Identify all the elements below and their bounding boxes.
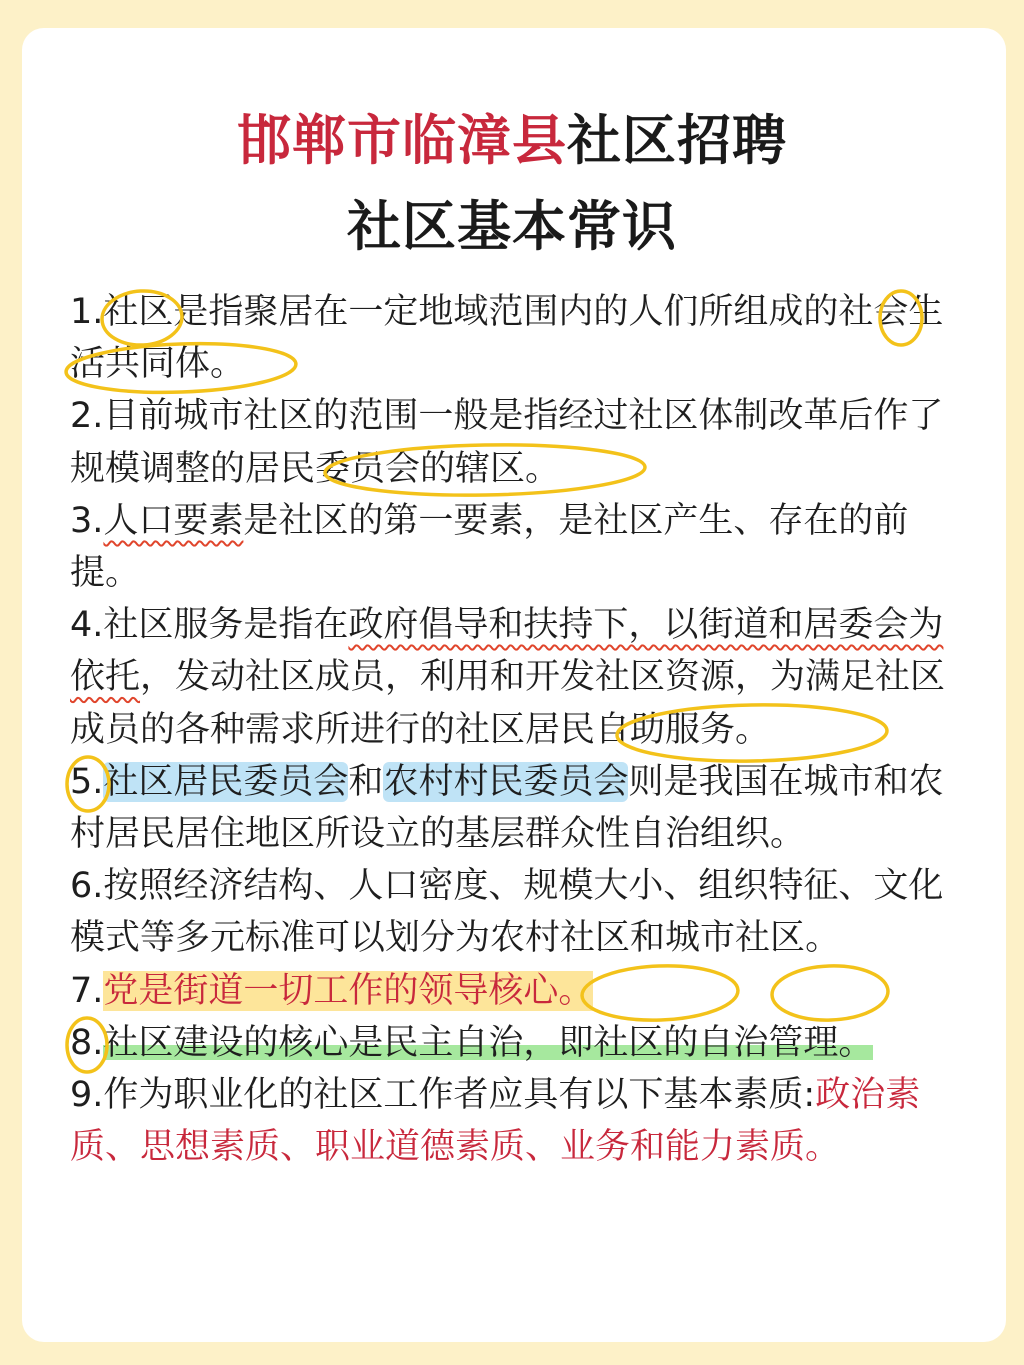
highlighted-term: 社区居民委员会 [103, 761, 349, 802]
circled-term: 居民委员会的辖区 [245, 448, 526, 489]
page-subtitle: 社区基本常识 [347, 195, 677, 258]
list-item-4: 4.社区服务是指在政府倡导和扶持下，以街道和居委会为依托，发动社区成员，利用和开发社区资源，为满足社区成员的各种需求所进行的社区居民自助服务。 [70, 605, 946, 750]
list-item-3: 3.人口要素是社区的第一要素，是社区产生、存在的前提。 [70, 500, 909, 594]
title-location: 邯郸市临漳县 [237, 109, 567, 172]
list-item-1: 1.社区是指聚居在一定地域范围内的人们所组成的社会生活共同体。 [70, 292, 944, 385]
list-item-9: 9.作为职业化的社区工作者应具有以下基本素质:政治素质、思想素质、职业道德素质、业务和能力素质。 [70, 1075, 921, 1168]
circled-term: 社区 [103, 292, 174, 332]
circled-term: 农村社区 [490, 918, 631, 959]
title-topic: 社区招聘 [567, 109, 787, 172]
list-item-6: 6.按照经济结构、人口密度、规模大小、组织特征、文化模式等多元标准可以划分为农村社区和城市社区。 [70, 866, 944, 959]
page-title [0, 98, 1024, 175]
wavy-underlined-term: 政府倡导和扶持下，以街道和居委会为依托 [70, 605, 944, 698]
highlighted-term: 农村村民委员会 [383, 761, 629, 802]
highlighted-statement: 社区建设的核心是民主自治，即社区的自治管理。 [103, 1022, 874, 1063]
wavy-underlined-term: 人口要素 [103, 500, 244, 541]
list-item-2: 2.目前城市社区的范围一般是指经过社区体制改革后作了规模调整的居民委员会的辖区。 [70, 396, 944, 489]
circled-term: 城市社区 [665, 918, 806, 959]
red-emphasis: 政治素质、思想素质、职业道德素质、业务和能力素质。 [70, 1075, 921, 1168]
list-item-7: 7.党是街道一切工作的领导核心。 [70, 970, 594, 1011]
highlighted-statement: 党是街道一切工作的领导核心。 [103, 970, 594, 1011]
circled-term: 社区居民自助服务 [455, 709, 736, 750]
list-item-5: 5.社区居民委员会和农村村民委员会则是我国在城市和农村居民居住地区所设立的基层群众性自治组织。 [70, 761, 944, 855]
knowledge-list [70, 286, 950, 1173]
list-item-8: 8.社区建设的核心是民主自治，即社区的自治管理。 [70, 1022, 874, 1063]
